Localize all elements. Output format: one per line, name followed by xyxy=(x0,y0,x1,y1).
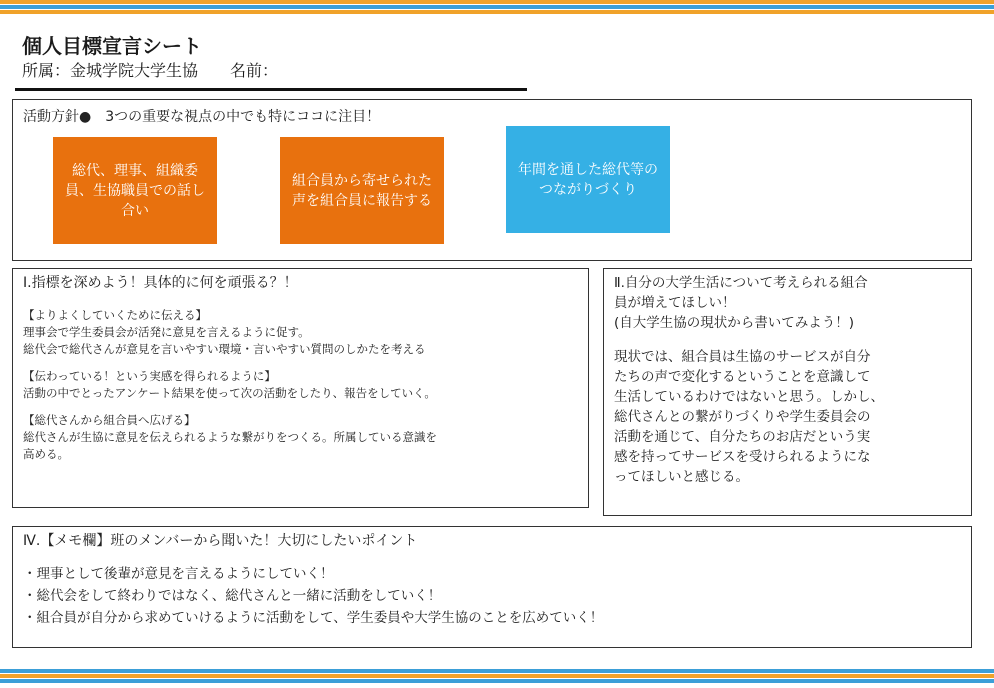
bottom-stripe-blue-2 xyxy=(0,679,994,683)
section2-body-line: たちの声で変化するということを意識して xyxy=(614,369,871,385)
section2-body-line: 感を持ってサービスを受けられるようにな xyxy=(614,449,871,465)
section1-block-heading: 【よりよくしていくために伝える】 xyxy=(23,308,207,322)
section2-body-line: 現状では、組合員は生協のサービスが自分 xyxy=(614,349,871,365)
section1-block-line: 高める。 xyxy=(23,447,69,461)
section2-body-line: 生活しているわけではないと思う。しかし、 xyxy=(614,389,884,405)
section1-block-line: 総代さんが生協に意見を伝えられるような繋がりをつくる。所属している意識を xyxy=(23,430,437,444)
affiliation-line: 所属：金城学院大学生協 名前： xyxy=(22,61,279,80)
top-stripe-orange-2 xyxy=(0,10,994,14)
bottom-stripe-blue xyxy=(0,669,994,673)
section1-block-line: 総代会で総代さんが意見を言いやすい環境・言いやすい質問のしかたを考える xyxy=(23,342,426,356)
memo-item: ・組合員が自分から求めていけるように活動をして、学生委員や大学生協のことを広めていく！ xyxy=(23,610,604,626)
section1-block-line: 理事会で学生委員会が活発に意見を言えるように促す。 xyxy=(23,325,310,339)
section2-body-line: 活動を通じて、自分たちのお店だという実 xyxy=(614,429,871,445)
section1-block-heading: 【総代さんから組合員へ広げる】 xyxy=(23,413,196,427)
policy-tile-1: 総代、理事、組織委員、生協職員での話し合い xyxy=(53,137,217,244)
page-title: 個人目標宣言シート xyxy=(22,34,202,58)
policy-heading: 活動方針● 3つの重要な視点の中でも特にココに注目！ xyxy=(23,109,381,125)
memo-title: Ⅳ.【メモ欄】班のメンバーから聞いた！大切にしたいポイント xyxy=(23,533,418,549)
section2-body-line: 総代さんとの繋がりづくりや学生委員会の xyxy=(614,409,871,425)
top-stripe-blue xyxy=(0,5,994,9)
section2-body-line: ってほしいと感じる。 xyxy=(614,469,749,485)
policy-tile-3: 年間を通した総代等のつながりづくり xyxy=(506,126,670,233)
bottom-stripe-orange xyxy=(0,674,994,678)
section2-title-line: Ⅱ.自分の大学生活について考えられる組合 xyxy=(614,275,868,291)
memo-item: ・総代会をして終わりではなく、総代さんと一緒に活動をしていく！ xyxy=(23,588,442,604)
section2-box xyxy=(603,268,972,516)
section1-box xyxy=(12,268,589,508)
section1-block-line: 活動の中でとったアンケート結果を使って次の活動をしたり、報告をしていく。 xyxy=(23,386,436,400)
memo-item: ・理事として後輩が意見を言えるようにしていく！ xyxy=(23,566,334,582)
top-stripe-orange xyxy=(0,0,994,4)
section1-title: Ⅰ.指標を深めよう！具体的に何を頑張る？！ xyxy=(23,275,298,291)
policy-tile-2: 組合員から寄せられた声を組合員に報告する xyxy=(280,137,444,244)
section2-title-line: (自大学生協の現状から書いてみよう！) xyxy=(614,315,855,331)
header-underline xyxy=(15,88,527,91)
section2-title-line: 員が増えてほしい！ xyxy=(614,295,736,311)
policy-box xyxy=(12,99,972,261)
memo-box xyxy=(12,526,972,648)
section1-block-heading: 【伝わっている！という実感を得られるように】 xyxy=(23,369,276,383)
